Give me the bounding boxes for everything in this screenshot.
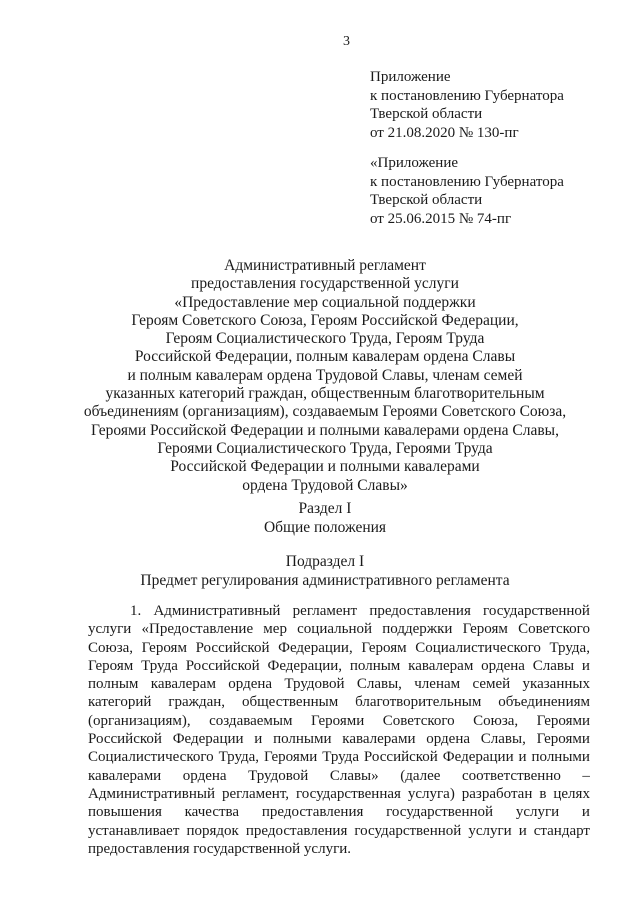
word: регламент, (221, 785, 290, 802)
word: кавалерам (150, 676, 216, 693)
annex-line: Приложение (370, 69, 451, 85)
annex-line: к постановлению Губернатора (370, 87, 564, 104)
word: Советского (382, 712, 455, 729)
word: поддержки (382, 621, 453, 638)
paragraph-line (88, 639, 590, 657)
word: разработан (461, 785, 533, 802)
word: порядок (186, 822, 239, 839)
word: Славы, (356, 676, 402, 693)
word: полным (349, 657, 401, 674)
word: полным (88, 676, 139, 693)
paragraph-line (88, 822, 590, 840)
word: Героями (536, 712, 590, 729)
word: государственной (483, 603, 590, 619)
title-line: и полным кавалерам ордена Трудовой Славы, членам семей (127, 366, 523, 384)
word: предоставления (261, 804, 364, 821)
title-line: указанных категорий граждан, общественным благотворительным (105, 385, 545, 403)
word: (далее (400, 767, 441, 784)
title-line: Героям Социалистического Труда, Героям Труда (165, 330, 485, 348)
word: полными (273, 731, 332, 748)
title-line: Героями Российской Федерации и полными кавалерами ордена Славы, (91, 421, 559, 439)
word: услуги (88, 621, 132, 638)
title-line: Административный регламент (224, 257, 426, 274)
paragraph-line (88, 840, 590, 858)
word: устанавливает (88, 822, 180, 839)
word: Российской (88, 731, 162, 748)
annex-original (370, 154, 564, 228)
word: услуга) (407, 785, 455, 802)
word: Союза, (473, 712, 519, 729)
word: Административный (153, 603, 281, 619)
word: и (581, 804, 590, 821)
word: Славы, (480, 731, 526, 748)
word: государственная (295, 785, 401, 802)
annex-line: «Приложение (370, 155, 459, 171)
word: Социалистического (88, 749, 214, 766)
word: 1. (130, 603, 142, 619)
word: Федерации, (267, 657, 343, 674)
section-number: Раздел I (298, 500, 352, 517)
word: полными (531, 749, 590, 766)
title-line: объединениям (организациям), создаваемым Героями Советского Союза, (83, 403, 567, 421)
word: Героям (462, 621, 508, 638)
word: Героями (310, 712, 365, 729)
word: Российской (195, 639, 270, 656)
title-line: Российской Федерации, полным кавалерам ордена Славы (134, 348, 516, 366)
word: в (539, 785, 547, 802)
word: предоставления государственной услуги. (88, 840, 352, 857)
title-line: предоставления государственной услуги (191, 275, 459, 293)
word: и (254, 731, 263, 748)
word: граждан, (168, 694, 226, 711)
word: – (582, 767, 590, 784)
word: государственной (386, 804, 494, 821)
word: ордена (426, 731, 471, 748)
word: семей (472, 676, 511, 693)
word: Российской (185, 657, 260, 674)
annex-line: Тверской области (370, 192, 483, 208)
word: Трудовой (284, 676, 345, 693)
word: Труда (322, 749, 359, 766)
word: Федерации (442, 749, 514, 766)
word: Героями (263, 749, 318, 766)
word: ордена (182, 767, 227, 784)
word: услуги (468, 822, 512, 839)
word: Героям (88, 657, 134, 674)
title-line: Героям Советского Союза, Героям Российской Федерации, (131, 311, 519, 329)
paragraph-line (88, 712, 590, 730)
word: предоставления (369, 603, 471, 619)
word: стандарт (533, 822, 590, 839)
word: целях (553, 785, 590, 802)
annex-line: к постановлению Губернатора (370, 173, 564, 190)
paragraph-line (88, 675, 590, 693)
word: Административный (88, 785, 216, 802)
word: и (518, 749, 527, 766)
word: ордена (228, 676, 273, 693)
word: членам (414, 676, 461, 693)
word: Союза, (88, 639, 134, 656)
title-line: «Предоставление мер социальной поддержки (174, 293, 476, 311)
word: ордена (481, 657, 525, 674)
section-heading (60, 500, 590, 537)
word: мер (263, 621, 287, 638)
title-line: Героями Социалистического Труда, Героями Труда (157, 439, 493, 457)
annex-line: от 21.08.2020 № 130-пг (370, 124, 519, 141)
word: Труда, (218, 749, 260, 766)
word: общественным (241, 694, 339, 711)
section-name: Общие положения (263, 518, 387, 536)
subsection-heading (60, 553, 590, 590)
word: Героям (141, 639, 187, 656)
paragraph-line (88, 620, 590, 638)
word: создаваемым (209, 712, 293, 729)
paragraph-line (88, 748, 590, 766)
word: предоставления (245, 822, 348, 839)
word: Труда, (549, 639, 590, 656)
page-number: 3 (343, 34, 350, 49)
subsection-name: Предмет регулирования административного регламента (140, 571, 510, 589)
title-line: Российской Федерации и полными кавалерами (170, 458, 480, 476)
paragraph-line (88, 730, 590, 748)
paragraph-1 (88, 602, 590, 858)
word: услуги (515, 804, 560, 821)
paragraph-line (88, 693, 590, 711)
paragraph-line (88, 803, 590, 821)
paragraph-line (88, 602, 590, 620)
word: Федерации, (278, 639, 353, 656)
word: и (581, 657, 590, 674)
word: Трудовой (248, 767, 309, 784)
word: кавалерами (342, 731, 416, 748)
annex-line: Тверской области (370, 106, 483, 122)
word: социальной (297, 621, 373, 638)
word: указанных (522, 676, 590, 693)
paragraph-line (88, 785, 590, 803)
document-title (60, 257, 590, 495)
word: Славы (532, 657, 575, 674)
word: регламент (292, 603, 358, 619)
word: «Предоставление (141, 621, 254, 638)
word: объединениям (498, 694, 590, 711)
word: благотворительным (355, 694, 482, 711)
word: Российской (363, 749, 438, 766)
word: соответственно (462, 767, 561, 784)
annex-current (370, 68, 564, 142)
title-line: ордена Трудовой Славы» (242, 476, 408, 494)
word: Героями (536, 731, 590, 748)
word: Славы» (329, 767, 379, 784)
word: кавалерами (88, 767, 162, 784)
annex-line: от 25.06.2015 № 74-пг (370, 210, 512, 227)
word: Труда (141, 657, 178, 674)
word: государственной (354, 822, 462, 839)
paragraph-line (88, 657, 590, 675)
word: (организациям), (88, 712, 191, 729)
subsection-number: Подраздел I (285, 553, 365, 570)
word: Советского (518, 621, 590, 638)
word: и (518, 822, 527, 839)
word: Героям (361, 639, 407, 656)
word: кавалерам (408, 657, 474, 674)
word: повышения (88, 804, 162, 821)
word: Федерации (172, 731, 244, 748)
paragraph-line (88, 767, 590, 785)
word: качества (184, 804, 240, 821)
word: Социалистического (415, 639, 541, 656)
word: категорий (88, 694, 152, 711)
